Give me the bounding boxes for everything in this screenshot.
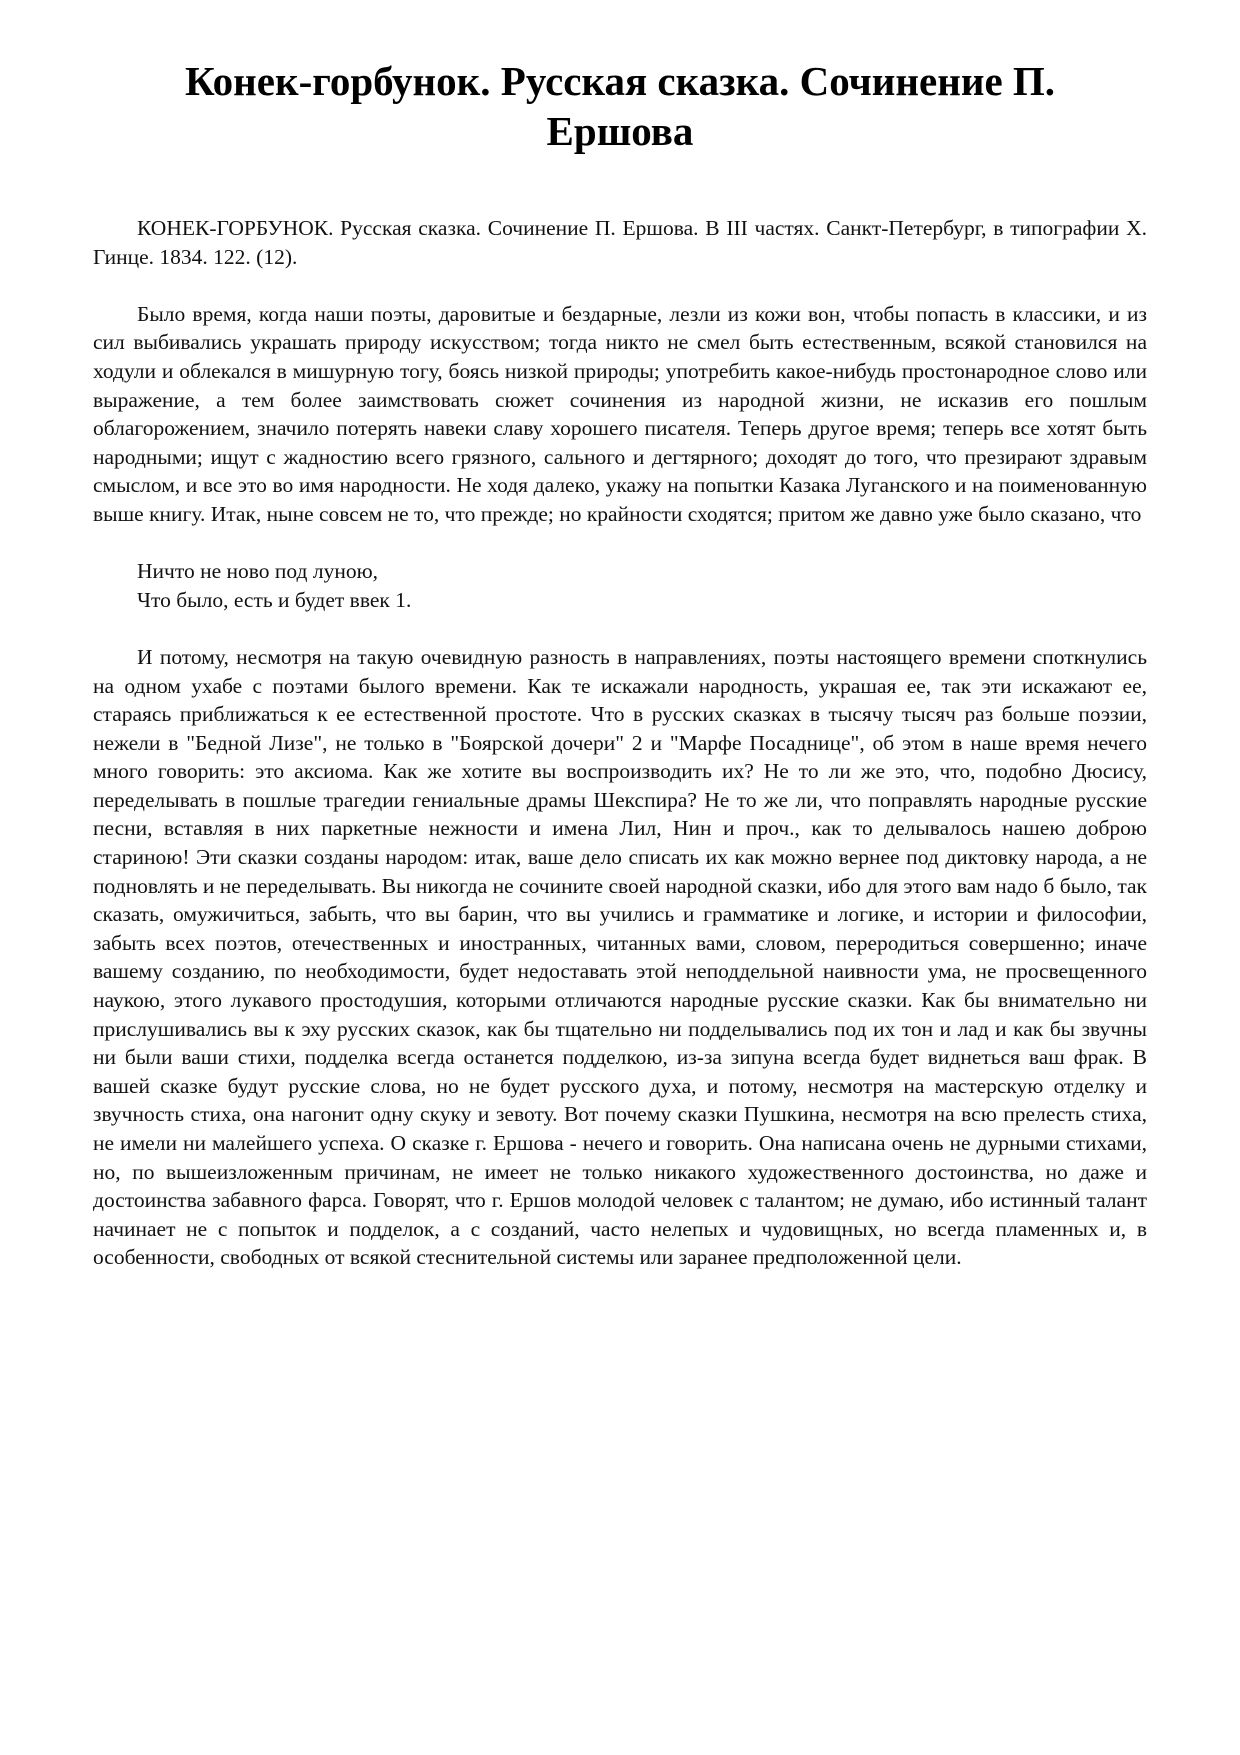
verse-line-2: Что было, есть и будет ввек 1. (137, 587, 412, 612)
verse-line-1: Ничто не ново под луною, (137, 559, 379, 584)
verse-quote (93, 557, 1147, 614)
document-title (93, 56, 1147, 156)
document-body (93, 214, 1147, 1272)
bibliographic-paragraph: КОНЕК-ГОРБУНОК. Русская сказка. Сочинение П. Ершова. В III частях. Санкт-Петербург, в типографии X. Гинце. 1834. 122. (12). (93, 216, 1147, 269)
body-paragraph-2: И потому, несмотря на такую очевидную разность в направлениях, поэты настоящего времени споткнулись на одном ухабе с поэтами былого времени. Как те искажали народность, украшая ее, так эти искажают ее, стараясь приближаться к ее естественной простоте. Что в русских сказках в тысячу тысяч раз больше поэзии, нежели в "Бедной Лизе", не только в "Боярской дочери" 2 и "Марфе Посаднице", об этом в наше время нечего много говорить: это аксиома. Как же хотите вы воспроизводить их? Не то ли же это, что, подобно Дюсису, переделывать в пошлые трагедии гениальные драмы Шекспира? Не то же ли, что поправлять народные русские песни, вставляя в них паркетные нежности и имена Лил, Нин и проч., как то делывалось нашею доброю стариною! Эти сказки созданы народом: итак, ваше дело списать их как можно вернее под диктовку народа, а не подновлять и не переделывать. Вы никогда не сочините своей народной сказки, ибо для этого вам надо б было, так сказать, омужичиться, забыть, что вы барин, что вы учились и грамматике и логике, и истории и философии, забыть всех поэтов, отечественных и иностранных, читанных вами, словом, переродиться совершенно; иначе вашему созданию, по необходимости, будет недоставать этой неподдельной наивности ума, не просвещенного наукою, этого лукавого простодушия, которыми отличаются народные русские сказки. Как бы внимательно ни прислушивались вы к эху русских сказок, как бы тщательно ни подделывались под их тон и лад и как бы звучны ни были ваши стихи, подделка всегда останется подделкою, из-за зипуна всегда будет виднеться ваш фрак. В вашей сказке будут русские слова, но не будет русского духа, и потому, несмотря на мастерскую отделку и звучность стиха, она нагонит одну скуку и зевоту. Вот почему сказки Пушкина, несмотря на всю прелесть стиха, не имели ни малейшего успеха. О сказке г. Ершова - нечего и говорить. Она написана очень не дурными стихами, но, по вышеизложенным причинам, не имеет не только никакого художественного достоинства, но даже и достоинства забавного фарса. Говорят, что г. Ершов молодой человек с талантом; не думаю, ибо истинный талант начинает не с попыток и подделок, а с созданий, часто нелепых и чудовищных, но всегда пламенных и, в особенности, свободных от всякой стеснительной системы или заранее предположенной цели. (93, 644, 1147, 1270)
document-title-line-1: Конек-горбунок. Русская сказка. Сочинение П. (184, 58, 1056, 104)
document-title-line-2: Ершова (546, 108, 694, 154)
body-paragraph-1: Было время, когда наши поэты, даровитые и бездарные, лезли из кожи вон, чтобы попасть в классики, и из сил выбивались украшать природу искусством; тогда никто не смел быть естественным, всякой становился на ходули и облекался в мишурную тогу, боясь низкой природы; употребить какое-нибудь простонародное слово или выражение, а тем более заимствовать сюжет сочинения из народной жизни, не исказив его пошлым облагорожением, значило потерять навеки славу хорошего писателя. Теперь другое время; теперь все хотят быть народными; ищут с жадностию всего грязного, сального и дегтярного; доходят до того, что презирают здравым смыслом, и все это во имя народности. Не ходя далеко, укажу на попытки Казака Луганского и на поименованную выше книгу. Итак, ныне совсем не то, что прежде; но крайности сходятся; притом же давно уже было сказано, что (93, 301, 1147, 526)
